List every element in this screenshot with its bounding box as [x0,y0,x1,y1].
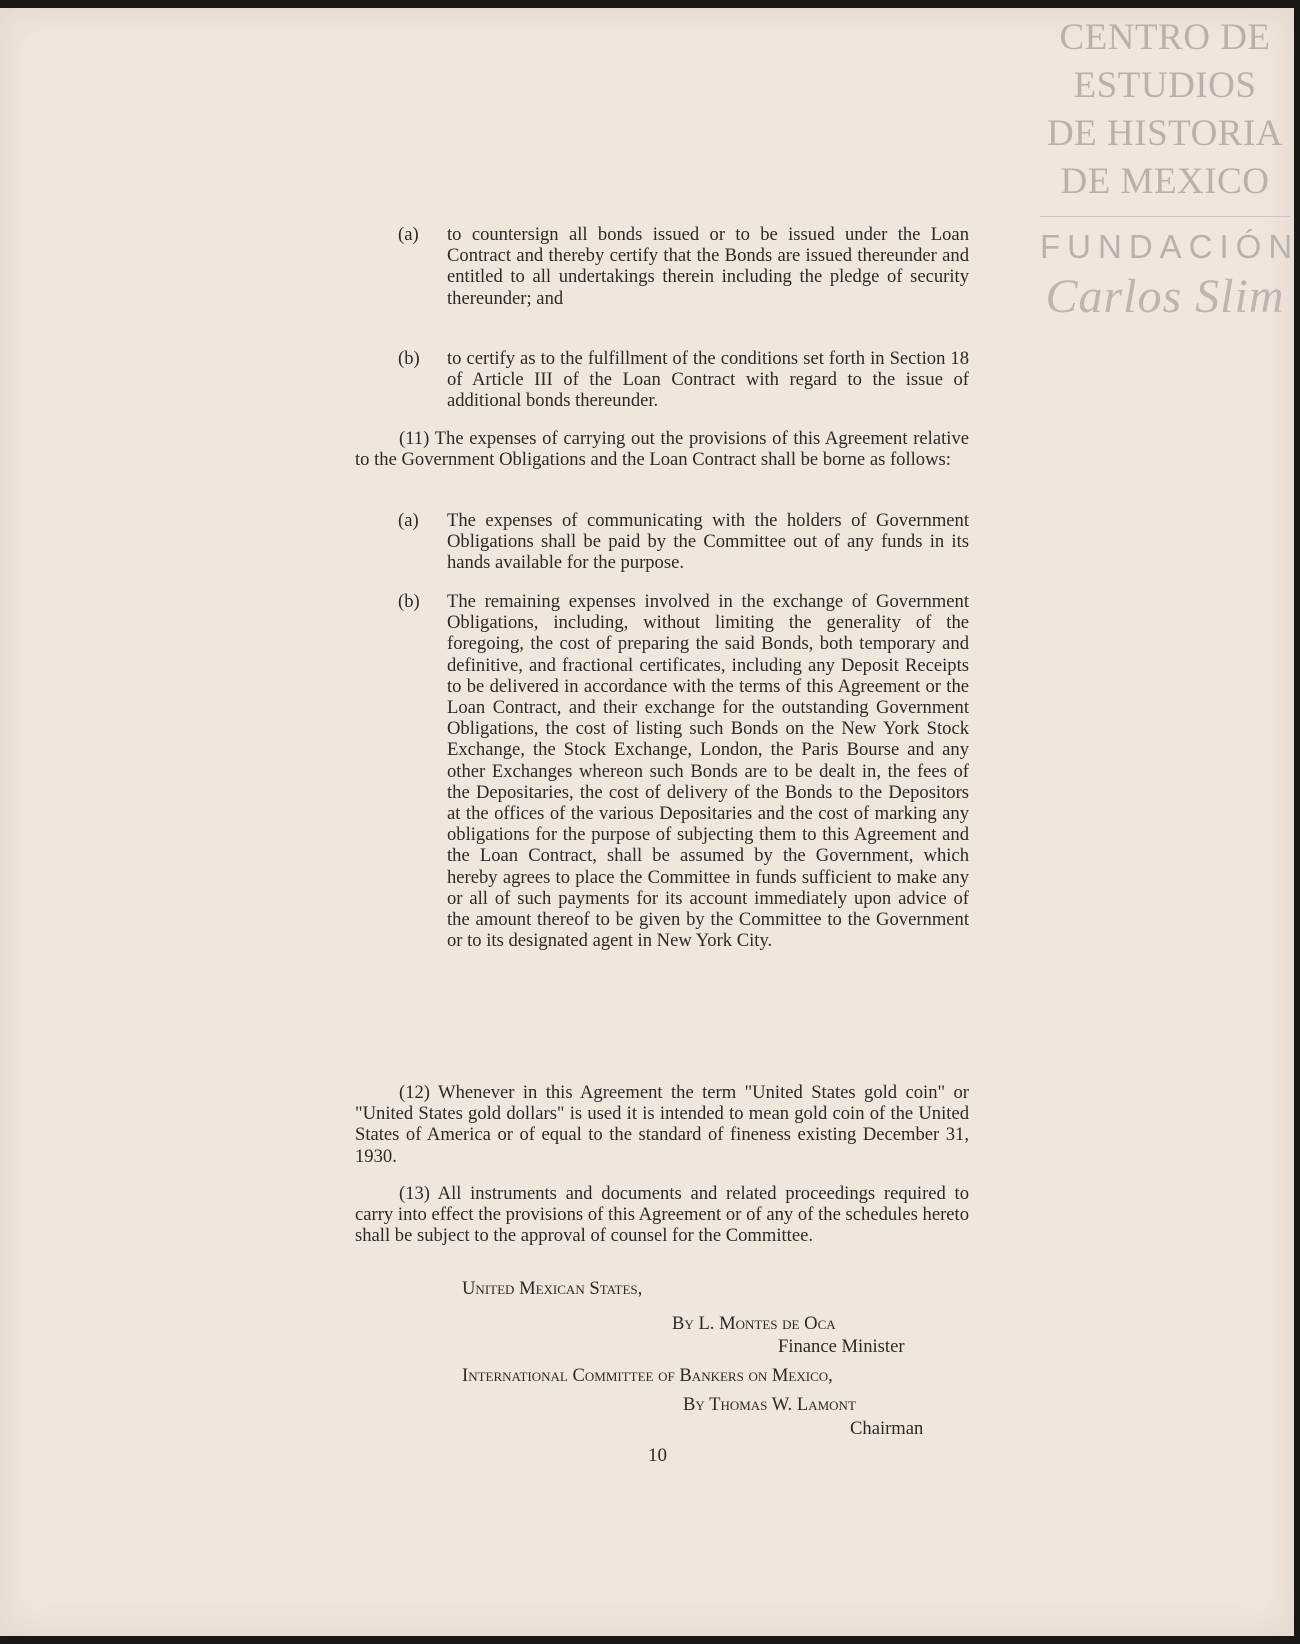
signatory-party-2: International Committee of Bankers on Mexico, [462,1365,833,1386]
clause-label: (b) [398,591,420,612]
watermark-divider [1040,216,1290,217]
document-page [0,8,1300,1636]
watermark-line-3: DE HISTORIA [1046,113,1284,154]
clause-text: The remaining expenses involved in the exchange of Government Obligations, including, without limiting the generality of the foregoing, the cost of preparing the said Bonds, both temporary and definitive, and fractional certificates, including any Deposit Receipts to be delivered in accordance with the terms of this Agreement or the Loan Contract, and their exchange for the outstanding Government Obligations, the cost of listing such Bonds on the New York Stock Exchange, the Stock Exchange, London, the Paris Bourse and any other Exchanges whereon such Bonds are to be dealt in, the fees of the Depositaries, the cost of delivery of the Bonds to the Depositors at the offices of the various Depositaries and the cost of marking any obligations for the purpose of subjecting them to this Agreement and the Loan Contract, shall be assumed by the Government, which hereby agrees to place the Committee in funds sufficient to make any or all of such payments for its account immediately upon advice of the amount thereof to be given by the Committee to the Government or to its designated agent in New York City. [447,591,969,952]
archive-watermark [1040,14,1300,327]
watermark-signature-logo: Carlos Slim [1045,270,1285,323]
paragraph-11: (11) The expenses of carrying out the provisions of this Agreement relative to the Government Obligations and the Loan Contract shall be borne as follows: [355,428,969,471]
signatory-title-2: Chairman [850,1418,924,1439]
clause-label: (b) [398,348,420,369]
clause-label: (a) [398,224,419,245]
clause-11b [398,591,969,951]
clause-10a [398,224,969,309]
clause-text: to countersign all bonds issued or to be issued under the Loan Contract and thereby certify that the Bonds are issued thereunder and entitled to all undertakings therein including the pledge of security thereunder; and [447,224,969,309]
watermark-line-1: CENTRO DE [1059,17,1271,58]
watermark-line-2: ESTUDIOS [1073,65,1257,106]
signatory-by-2: By Thomas W. Lamont [683,1394,856,1415]
watermark-foundation: FUNDACIÓN [1040,228,1300,265]
signatory-title-1: Finance Minister [778,1336,905,1357]
signatory-party-1: United Mexican States, [462,1278,643,1299]
page-number: 10 [648,1445,667,1466]
watermark-line-4: DE MEXICO [1060,161,1270,202]
clause-label: (a) [398,510,419,531]
paragraph-12: (12) Whenever in this Agreement the term "United States gold coin" or "United States gold dollars" is used it is intended to mean gold coin of the United States of America or of equal to the standard of fineness existing December 31, 1930. [355,1082,969,1167]
clause-10b [398,348,969,412]
clause-text: to certify as to the fulfillment of the conditions set forth in Section 18 of Article III of the Loan Contract with regard to the issue of additional bonds thereunder. [447,348,969,412]
paragraph-13: (13) All instruments and documents and related proceedings required to carry into effect the provisions of this Agreement or of any of the schedules hereto shall be subject to the approval of counsel for the Committee. [355,1183,969,1247]
clause-11a [398,510,969,574]
signatory-by-1: By L. Montes de Oca [672,1313,836,1334]
clause-text: The expenses of communicating with the holders of Government Obligations shall be paid by the Committee out of any funds in its hands available for the purpose. [447,510,969,574]
